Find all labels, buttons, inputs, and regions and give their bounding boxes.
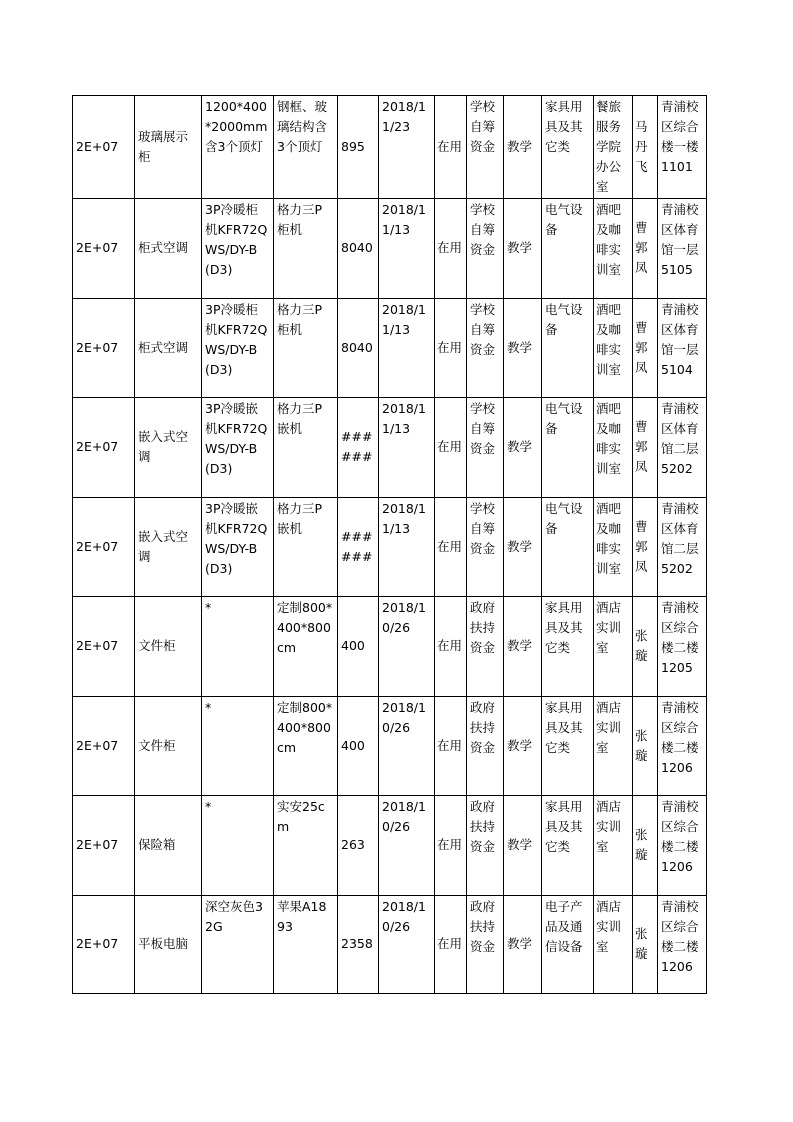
table-row — [73, 298, 707, 398]
category-cell: 家具用具及其它类 — [542, 597, 594, 697]
status-cell: 在用 — [435, 96, 467, 199]
price-cell: 895 — [338, 96, 379, 199]
fund-source-cell: 学校自筹资金 — [467, 298, 504, 398]
asset-id-cell: 2E+07 — [73, 298, 135, 398]
price-cell: ###### — [338, 398, 379, 498]
model-cell: 定制800*400*800cm — [274, 597, 338, 697]
table-row — [73, 199, 707, 299]
status-cell: 在用 — [435, 696, 467, 796]
location-cell: 青浦校区体育馆一层5105 — [658, 199, 707, 299]
usage-cell: 教学 — [504, 96, 542, 199]
table-row — [73, 796, 707, 896]
model-cell: 格力三P柜机 — [274, 298, 338, 398]
asset-name-cell: 平板电脑 — [135, 895, 202, 993]
asset-name-cell: 嵌入式空调 — [135, 497, 202, 597]
asset-id-cell: 2E+07 — [73, 398, 135, 498]
fund-source-cell: 学校自筹资金 — [467, 199, 504, 299]
status-cell: 在用 — [435, 895, 467, 993]
keeper-cell: 曹郭凤 — [633, 199, 658, 299]
keeper-cell: 曹郭凤 — [633, 497, 658, 597]
model-cell: 格力三P柜机 — [274, 199, 338, 299]
price-cell: 263 — [338, 796, 379, 896]
fund-source-cell: 学校自筹资金 — [467, 497, 504, 597]
price-cell: 8040 — [338, 199, 379, 299]
asset-id-cell: 2E+07 — [73, 796, 135, 896]
asset-rows — [73, 96, 707, 994]
price-cell: 400 — [338, 696, 379, 796]
category-cell: 家具用具及其它类 — [542, 696, 594, 796]
keeper-cell: 张璇 — [633, 696, 658, 796]
keeper-cell: 曹郭凤 — [633, 298, 658, 398]
location-cell: 青浦校区综合楼二楼1205 — [658, 597, 707, 697]
spec-cell: 3P冷暖柜机KFR72QWS/DY-B(D3) — [202, 199, 274, 299]
table-row — [73, 497, 707, 597]
model-cell: 格力三P嵌机 — [274, 497, 338, 597]
fund-source-cell: 政府扶持资金 — [467, 895, 504, 993]
keeper-cell: 张璇 — [633, 597, 658, 697]
status-cell: 在用 — [435, 398, 467, 498]
location-cell: 青浦校区综合楼二楼1206 — [658, 895, 707, 993]
department-cell: 酒店实训室 — [594, 597, 633, 697]
asset-id-cell: 2E+07 — [73, 696, 135, 796]
table-row — [73, 895, 707, 993]
keeper-cell: 马丹飞 — [633, 96, 658, 199]
model-cell: 苹果A1893 — [274, 895, 338, 993]
fund-source-cell: 政府扶持资金 — [467, 597, 504, 697]
status-cell: 在用 — [435, 497, 467, 597]
model-cell: 格力三P嵌机 — [274, 398, 338, 498]
purchase-date-cell: 2018/11/13 — [379, 497, 435, 597]
usage-cell: 教学 — [504, 497, 542, 597]
asset-name-cell: 文件柜 — [135, 696, 202, 796]
asset-id-cell: 2E+07 — [73, 199, 135, 299]
department-cell: 酒吧及咖啡实训室 — [594, 199, 633, 299]
fund-source-cell: 学校自筹资金 — [467, 398, 504, 498]
price-cell: 8040 — [338, 298, 379, 398]
spec-cell: * — [202, 796, 274, 896]
department-cell: 酒吧及咖啡实训室 — [594, 497, 633, 597]
spec-cell: 1200*400*2000mm含3个顶灯 — [202, 96, 274, 199]
spec-cell: * — [202, 597, 274, 697]
category-cell: 电气设备 — [542, 497, 594, 597]
table-row — [73, 96, 707, 199]
purchase-date-cell: 2018/10/26 — [379, 895, 435, 993]
purchase-date-cell: 2018/10/26 — [379, 696, 435, 796]
category-cell: 电气设备 — [542, 398, 594, 498]
purchase-date-cell: 2018/10/26 — [379, 597, 435, 697]
category-cell: 家具用具及其它类 — [542, 796, 594, 896]
purchase-date-cell: 2018/11/13 — [379, 199, 435, 299]
usage-cell: 教学 — [504, 199, 542, 299]
asset-table — [72, 95, 707, 994]
asset-id-cell: 2E+07 — [73, 497, 135, 597]
location-cell: 青浦校区综合楼一楼1101 — [658, 96, 707, 199]
model-cell: 实安25cm — [274, 796, 338, 896]
spec-cell: * — [202, 696, 274, 796]
spec-cell: 3P冷暖嵌机KFR72QWS/DY-B(D3) — [202, 398, 274, 498]
usage-cell: 教学 — [504, 895, 542, 993]
asset-name-cell: 文件柜 — [135, 597, 202, 697]
status-cell: 在用 — [435, 298, 467, 398]
category-cell: 电气设备 — [542, 199, 594, 299]
asset-name-cell: 柜式空调 — [135, 199, 202, 299]
table-row — [73, 398, 707, 498]
price-cell: ###### — [338, 497, 379, 597]
asset-id-cell: 2E+07 — [73, 597, 135, 697]
department-cell: 酒店实训室 — [594, 696, 633, 796]
category-cell: 家具用具及其它类 — [542, 96, 594, 199]
asset-name-cell: 嵌入式空调 — [135, 398, 202, 498]
spec-cell: 3P冷暖柜机KFR72QWS/DY-B(D3) — [202, 298, 274, 398]
department-cell: 酒吧及咖啡实训室 — [594, 298, 633, 398]
usage-cell: 教学 — [504, 298, 542, 398]
usage-cell: 教学 — [504, 796, 542, 896]
price-cell: 400 — [338, 597, 379, 697]
purchase-date-cell: 2018/11/13 — [379, 298, 435, 398]
department-cell: 酒店实训室 — [594, 895, 633, 993]
keeper-cell: 张璇 — [633, 895, 658, 993]
price-cell: 2358 — [338, 895, 379, 993]
department-cell: 餐旅服务学院办公室 — [594, 96, 633, 199]
usage-cell: 教学 — [504, 696, 542, 796]
fund-source-cell: 学校自筹资金 — [467, 96, 504, 199]
department-cell: 酒吧及咖啡实训室 — [594, 398, 633, 498]
keeper-cell: 曹郭凤 — [633, 398, 658, 498]
keeper-cell: 张璇 — [633, 796, 658, 896]
model-cell: 钢框、玻璃结构含3个顶灯 — [274, 96, 338, 199]
purchase-date-cell: 2018/11/13 — [379, 398, 435, 498]
fund-source-cell: 政府扶持资金 — [467, 696, 504, 796]
location-cell: 青浦校区体育馆一层5104 — [658, 298, 707, 398]
fund-source-cell: 政府扶持资金 — [467, 796, 504, 896]
table-row — [73, 597, 707, 697]
status-cell: 在用 — [435, 199, 467, 299]
location-cell: 青浦校区体育馆二层5202 — [658, 398, 707, 498]
asset-name-cell: 柜式空调 — [135, 298, 202, 398]
purchase-date-cell: 2018/11/23 — [379, 96, 435, 199]
status-cell: 在用 — [435, 597, 467, 697]
spec-cell: 3P冷暖嵌机KFR72QWS/DY-B(D3) — [202, 497, 274, 597]
department-cell: 酒店实训室 — [594, 796, 633, 896]
status-cell: 在用 — [435, 796, 467, 896]
table-row — [73, 696, 707, 796]
usage-cell: 教学 — [504, 597, 542, 697]
asset-id-cell: 2E+07 — [73, 96, 135, 199]
spec-cell: 深空灰色32G — [202, 895, 274, 993]
asset-name-cell: 玻璃展示柜 — [135, 96, 202, 199]
asset-id-cell: 2E+07 — [73, 895, 135, 993]
location-cell: 青浦校区综合楼二楼1206 — [658, 696, 707, 796]
location-cell: 青浦校区综合楼二楼1206 — [658, 796, 707, 896]
category-cell: 电气设备 — [542, 298, 594, 398]
model-cell: 定制800*400*800cm — [274, 696, 338, 796]
category-cell: 电子产品及通信设备 — [542, 895, 594, 993]
usage-cell: 教学 — [504, 398, 542, 498]
location-cell: 青浦校区体育馆二层5202 — [658, 497, 707, 597]
purchase-date-cell: 2018/10/26 — [379, 796, 435, 896]
asset-name-cell: 保险箱 — [135, 796, 202, 896]
